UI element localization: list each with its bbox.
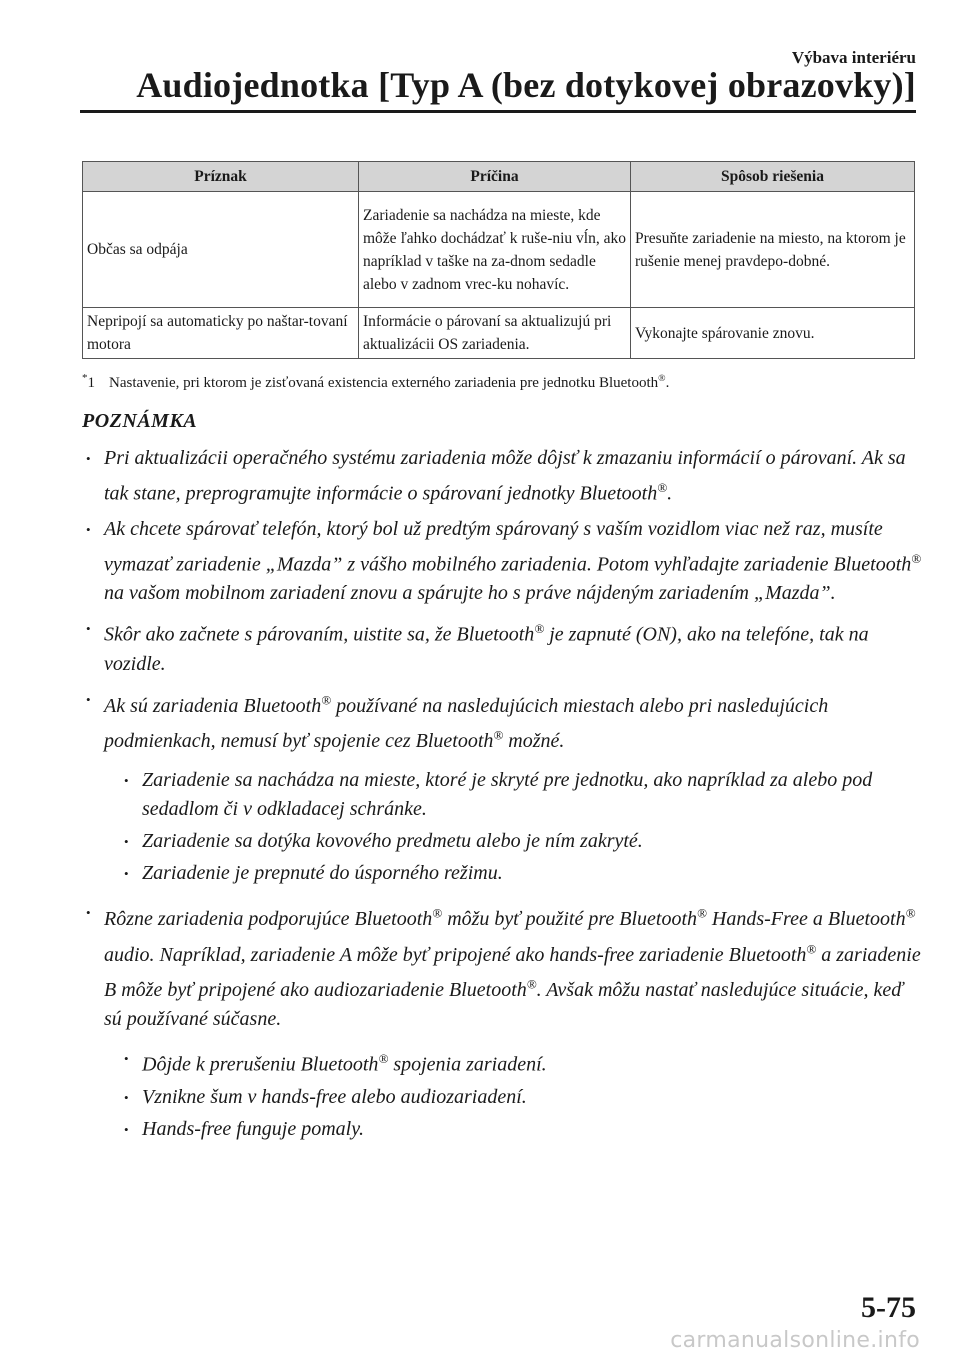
sub-list-item: • Dôjde k prerušeniu Bluetooth® spojenia zariadení. <box>124 1044 922 1080</box>
sub-list <box>124 766 922 888</box>
column-header-cause: Príčina <box>359 162 631 192</box>
list-item: • Pri aktualizácii operačného systému zariadenia môže dôjsť k zmazaniu informácií o párovaní. Ak sa tak stane, preprogramujte informácie o spárovaní jednotky Bluetooth®. <box>86 444 922 509</box>
cell-symptom: Nepripojí sa automaticky po naštar-tovaní motora <box>83 308 359 359</box>
note-body <box>86 444 922 1154</box>
cell-solution: Vykonajte spárovanie znovu. <box>631 308 915 359</box>
troubleshooting-table <box>82 161 915 359</box>
sub-list <box>124 1044 922 1144</box>
watermark: carmanualsonline.info <box>670 1328 920 1353</box>
footnote <box>82 372 922 392</box>
list-item: • Ak chcete spárovať telefón, ktorý bol už predtým spárovaný s vaším vozidlom viac než raz, musíte vymazať zariadenie „Mazda” z vášho mobilného zariadenia. Potom vyhľadajte zariadenie Bluetooth® na vašom mobilnom zariadení znovu a spárujte ho s práve nájdeným zariadením „Mazda”. <box>86 515 922 609</box>
table-header-row <box>83 162 915 192</box>
cell-symptom: Občas sa odpája <box>83 192 359 308</box>
footnote-text: Nastavenie, pri ktorom je zisťovaná existencia externého zariadenia pre jednotku Bluetooth®. <box>109 373 670 391</box>
section-label: Výbava interiéru <box>791 48 916 67</box>
note-heading: POZNÁMKA <box>82 410 198 432</box>
list-item <box>86 685 922 888</box>
sub-list-item: • Zariadenie je prepnuté do úsporného režimu. <box>124 859 922 888</box>
column-header-symptom: Príznak <box>83 162 359 192</box>
title-rule <box>80 110 916 113</box>
list-item: • Skôr ako začnete s párovaním, uistite sa, že Bluetooth® je zapnuté (ON), ako na telefóne, tak na vozidle. <box>86 614 922 679</box>
sub-list-item: • Hands-free funguje pomaly. <box>124 1115 922 1144</box>
sub-list-item: • Zariadenie sa nachádza na mieste, ktoré je skryté pre jednotku, ako napríklad za alebo pod sedadlom či v odkladacej schránke. <box>124 766 922 824</box>
table-row <box>83 192 915 308</box>
sub-list-item: • Zariadenie sa dotýka kovového predmetu alebo je ním zakryté. <box>124 827 922 856</box>
column-header-solution: Spôsob riešenia <box>631 162 915 192</box>
list-item-text: Ak sú zariadenia Bluetooth® používané na nasledujúcich miestach alebo pri nasledujúcich podmienkach, nemusí byť spojenie cez Bluetooth® možné. <box>104 691 829 753</box>
list-item <box>86 898 922 1144</box>
sub-list-item: • Vznikne šum v hands-free alebo audiozariadení. <box>124 1083 922 1112</box>
page-title: Audiojednotka [Typ A (bez dotykovej obrazovky)] <box>136 65 916 105</box>
cell-cause: Zariadenie sa nachádza na mieste, kde môže ľahko dochádzať k ruše-niu vĺn, ako napríklad v taške na za-dnom sedadle alebo v zadnom vrec-ku nohavíc. <box>359 192 631 308</box>
page-number: 5-75 <box>861 1291 916 1324</box>
footnote-marker: *1 <box>82 372 95 391</box>
list-item-text: Rôzne zariadenia podporujúce Bluetooth® môžu byť použité pre Bluetooth® Hands-Free a Bluetooth® audio. Napríklad, zariadenie A môže byť pripojené ako hands-free zariadenie Bluetooth® a zariadenie B môže byť pripojené ako audiozariadenie Bluetooth®. Avšak môžu nastať nasledujúce situácie, keď sú používané súčasne. <box>104 905 921 1031</box>
cell-cause: Informácie o párovaní sa aktualizujú pri aktualizácii OS zariadenia. <box>359 308 631 359</box>
table-row <box>83 308 915 359</box>
cell-solution: Presuňte zariadenie na miesto, na ktorom je rušenie menej pravdepo-dobné. <box>631 192 915 308</box>
